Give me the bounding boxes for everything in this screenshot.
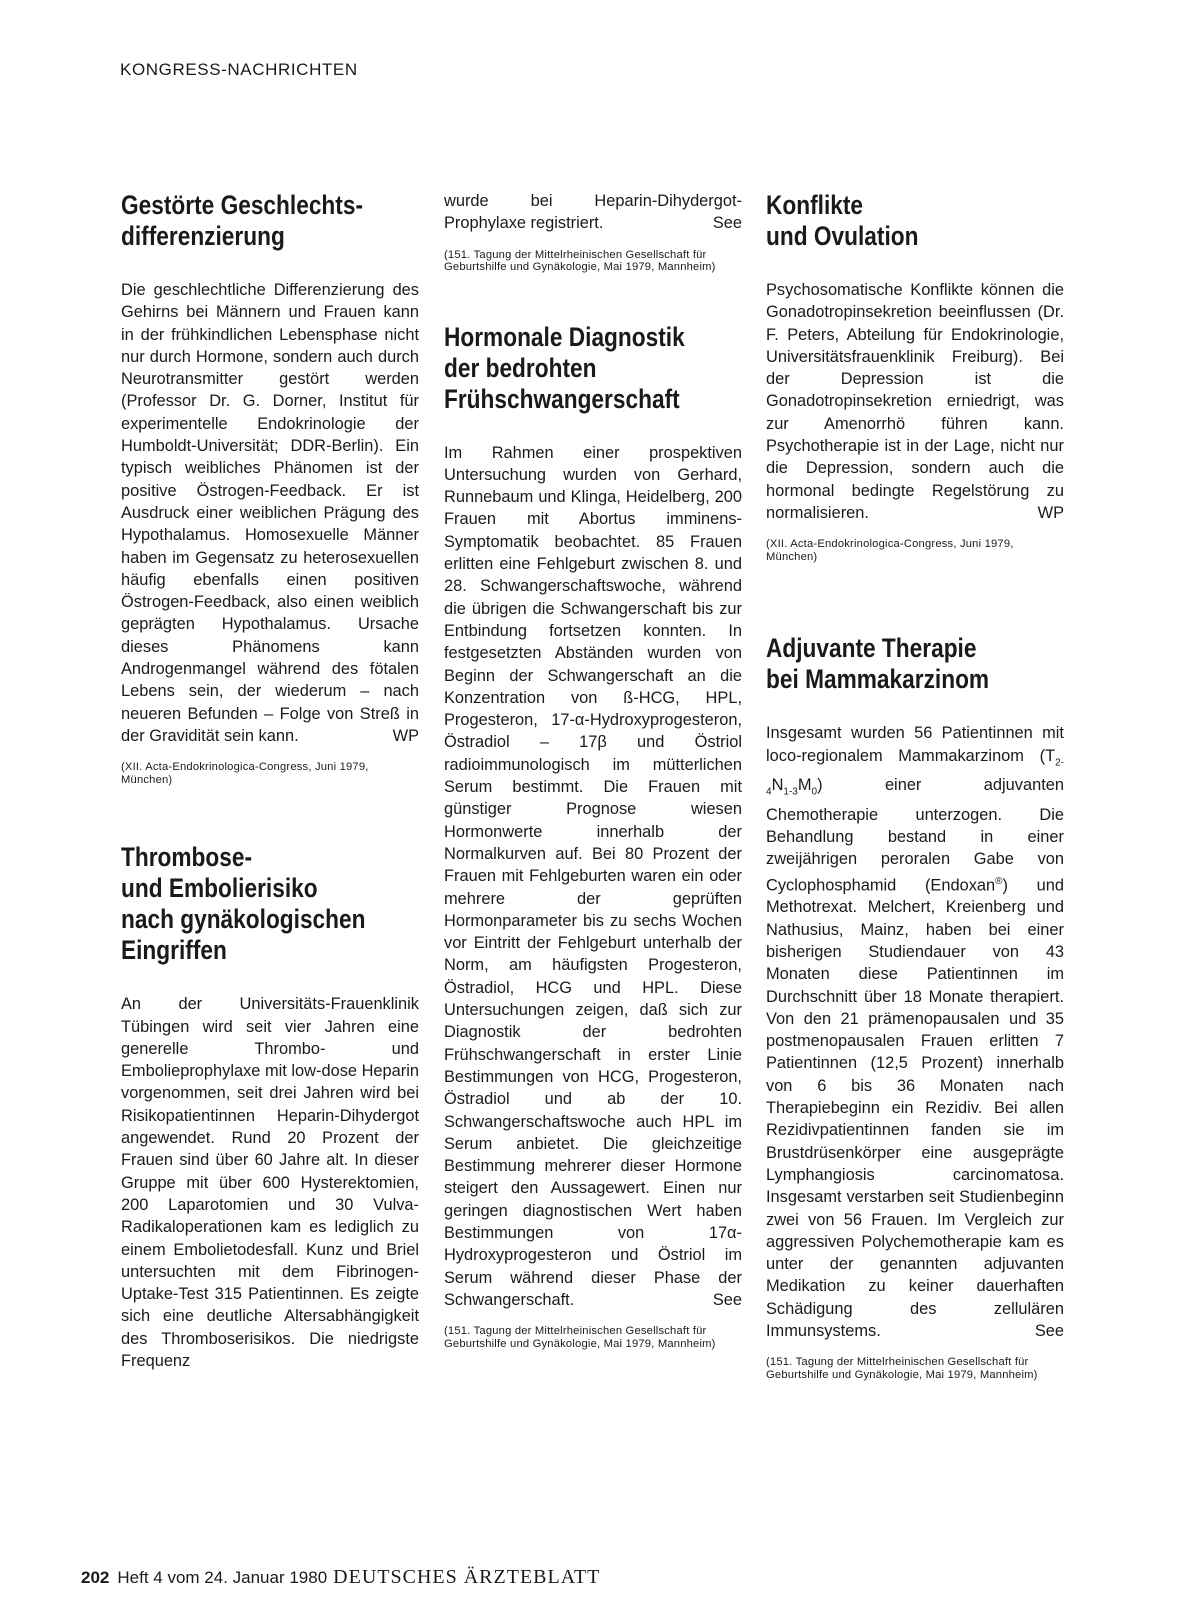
article-text: Im Rahmen einer prospektiven Untersuchung wurden von Gerhard, Runnebaum und Klinga, Heidelberg, 200 Frauen mit Abortus imminens-Symptomatik beobachtet. 85 Frauen erlitten eine Fehlgeburt zwischen 8. und 28. Schwangerschaftswoche, während die übrigen die Schwangerschaft bis zur Entbindung fortsetzen konnten. In festgesetzten Abständen wurden von Beginn der Schwangerschaft an die Konzentration von ß-HCG, HPL, Progesteron, 17-α-Hydroxyprogesteron, Östradiol – 17β und Östriol radioimmunologisch im mütterlichen Serum bestimmt. Die Frauen mit günstiger Prognose wiesen Hormonwerte innerhalb der Normalkurven auf. Bei 80 Prozent der Frauen mit Fehlgeburten waren ein oder mehrere der geprüften Hormonparameter bis zu sechs Wochen vor Eintritt der Fehlgeburt unterhalb der Norm, am häufigsten Progesteron, Östradiol, HCG und HPL. Diese Untersuchungen zeigen, daß sich zur Diagnostik der bedrohten Frühschwangerschaft in erster Linie Bestimmungen von HCG, Progesteron, Östradiol und ab der 10. Schwangerschaftswoche auch HPL im Serum anbietet. Die gleichzeitige Bestimmung mehrerer dieser Hormone steigert den Aussagewert. Einen nur geringen diagnostischen Wert haben Bestimmungen von 17α-Hydroxyprogesteron und Östriol im Serum während dieser Phase der Schwangerschaft.: [444, 443, 742, 1309]
article-text: ) und Methotrexat. Melchert, Kreienberg und Nathusius, Mainz, haben bei einer bisherigen Studiendauer von 43 Monaten diese Patientinnen im Durchschnitt über 18 Monate therapiert. Von den 21 prämenopausalen und 35 postmenopausalen Frauen erlitten 7 Patientinnen (12,5 Prozent) innerhalb von 6 bis 36 Monaten nach Therapiebeginn ein Rezidiv. Bei allen Rezidivpatientinnen fanden sie im Brustdrüsenkörper eine ausgeprägte Lymphangiosis carcinomatosa. Insgesamt verstarben seit Studienbeginn zwei von 56 Frauen. Im Vergleich zur aggressiven Polychemotherapie kam es unter der genannten adjuvanten Medikation zu keiner dauerhaften Schädigung des zellulären Immunsystems.: [766, 876, 1064, 1341]
journal-name: DEUTSCHES ÄRZTEBLATT: [333, 1566, 601, 1588]
superscript: ®: [995, 875, 1003, 887]
article-title-konflikte: Konflikte und Ovulation: [766, 190, 919, 251]
article-text: ) einer adjuvanten Chemotherapie unterzogen. Die Behandlung bestand in einer zweijährigen peroralen Gabe von Cyclophosphamid (Endoxan: [766, 776, 1064, 895]
article-title-adjuvante-therapie: Adjuvante Therapie bei Mammakarzinom: [766, 633, 990, 695]
article-title-thrombose: Thrombose- und Embolierisiko nach gynäkologischen Eingriffen: [121, 842, 366, 966]
article-source: (XII. Acta-Endokrinologica-Congress, Juni 1979, München): [121, 761, 369, 786]
author-signature: WP: [1037, 503, 1064, 522]
article-body-adjuvante-therapie: [766, 722, 1064, 1342]
issue-info: Heft 4 vom 24. Januar 1980: [117, 1568, 328, 1587]
column-3: [766, 190, 1064, 1381]
column-2: [444, 190, 742, 1350]
article-title-hormonale-diagnostik: Hormonale Diagnostik der bedrohten Frühschwangerschaft: [444, 321, 685, 414]
article-body-thrombose: An der Universitäts-Frauenklinik Tübingen wird seit vier Jahren eine generelle Thrombo- und Embolieprophylaxe mit low-dose Heparin vorgenommen, seit drei Jahren wird bei Risikopatientinnen Heparin-Dihydergot angewendet. Rund 20 Prozent der Frauen sind über 60 Jahre alt. In dieser Gruppe mit über 600 Hysterektomien, 200 Laparotomien und 30 Vulva-Radikaloperationen kam es lediglich zu einem Embolietodesfall. Kunz und Briel untersuchten mit dem Fibrinogen-Uptake-Test 315 Patientinnen. Es zeigte sich eine deutliche Altersabhängigkeit des Thromboserisikos. Die niedrigste Frequenz: [121, 995, 419, 1370]
section-header: KONGRESS-NACHRICHTEN: [120, 60, 358, 79]
author-signature: See: [712, 214, 742, 233]
subscript: 2-4: [766, 756, 1064, 798]
page-number: 202: [81, 1568, 110, 1587]
page-footer: [81, 1566, 600, 1589]
article-source: (151. Tagung der Mittelrheinischen Gesellschaft für Geburtshilfe und Gynäkologie, Mai 1979, Mannheim): [444, 248, 716, 274]
subscript: 0: [811, 786, 818, 798]
article-source: (XII. Acta-Endokrinologica-Congress, Juni 1979, München): [766, 538, 1014, 563]
article-text: N: [771, 776, 784, 795]
author-signature: WP: [392, 726, 419, 745]
column-1: [121, 190, 419, 1372]
article-continuation-thrombose: [444, 190, 742, 235]
author-signature: See: [712, 1290, 742, 1309]
article-body-hormonale-diagnostik: [444, 442, 742, 1312]
article-source: (151. Tagung der Mittelrheinischen Gesellschaft für Geburtshilfe und Gynäkologie, Mai 1979, Mannheim): [766, 1356, 1038, 1381]
article-text: M: [797, 776, 812, 795]
article-source: (151. Tagung der Mittelrheinischen Gesellschaft für Geburtshilfe und Gynäkologie, Mai 1979, Mannheim): [444, 1325, 716, 1350]
article-text: wurde bei Heparin-Dihydergot-Prophylaxe registriert.: [444, 192, 742, 233]
article-text: Die geschlechtliche Differenzierung des Gehirns bei Männern und Frauen kann in der frühkindlichen Lebensphase nicht nur durch Hormone, sondern auch durch Neurotransmitter gestört werden (Professor Dr. G. Dorner, Institut für experimentelle Endokrinologie der Humboldt-Universität; DDR-Berlin). Ein typisch weibliches Phänomen ist der positive Östrogen-Feedback. Er ist Ausdruck einer weiblichen Prägung des Hypothalamus. Homosexuelle Männer haben im Gegensatz zu heterosexuellen häufig ebenfalls einen positiven Östrogen-Feedback, also einen weiblich geprägten Hypothalamus. Ursache dieses Phänomens kann Androgenmangel während des fötalen Lebens sein, der wiederum – nach neueren Befunden – Folge von Streß in der Gravidität sein kann.: [121, 281, 419, 745]
author-signature: See: [1034, 1322, 1064, 1341]
subscript: 1-3: [783, 786, 798, 798]
article-text: Insgesamt wurden 56 Patientinnen mit loco-regionalem Mammakarzinom (T: [766, 724, 1064, 765]
article-title-geschlechtsdifferenzierung: Gestörte Geschlechts- differenzierung: [121, 190, 364, 251]
article-body-geschlechtsdifferenzierung: [121, 279, 419, 747]
article-body-konflikte: [766, 279, 1064, 524]
article-text: Psychosomatische Konflikte können die Gonadotropinsekretion beeinflussen (Dr. F. Peters, Abteilung für Endokrinologie, Universitätsfrauenklinik Freiburg). Bei der Depression ist die Gonadotropinsekretion erniedrigt, was zur Amenorrhö führen kann. Psychotherapie ist in der Lage, nicht nur die Depression, sondern auch die hormonal bedingte Regelstörung zu normalisieren.: [766, 281, 1064, 522]
